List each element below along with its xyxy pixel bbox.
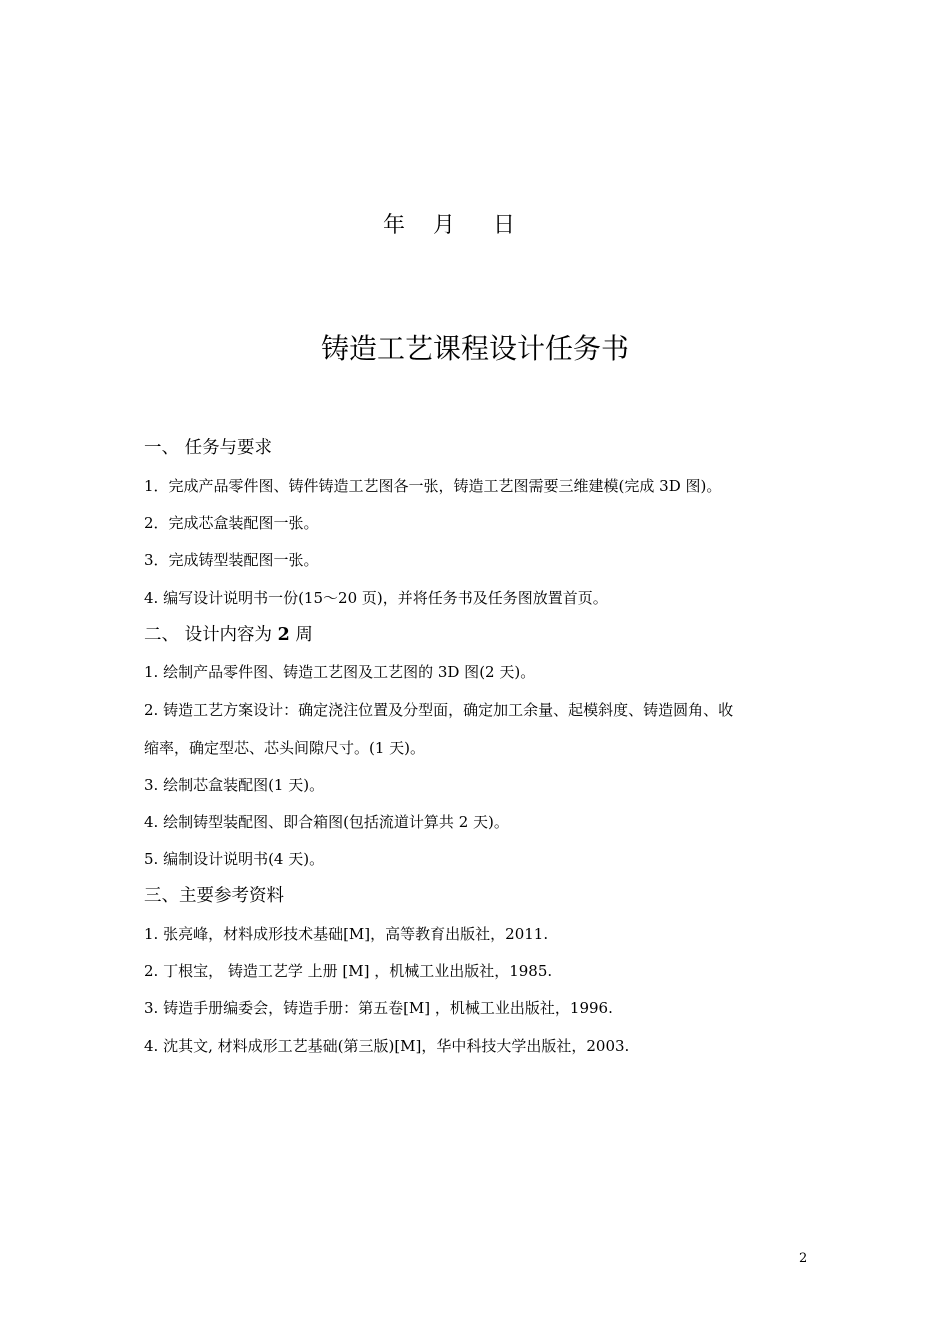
section2-heading-prefix: 二、 设计内容为	[144, 625, 278, 645]
date-line	[383, 208, 515, 239]
reference-item-3: 3. 铸造手册编委会，铸造手册：第五卷[M] ，机械工业出版社，1996.	[144, 999, 613, 1017]
section2-item-5: 5. 编制设计说明书(4 天)。	[144, 850, 325, 868]
date-day: 日	[493, 213, 516, 238]
date-month: 月	[433, 213, 456, 238]
section1-item-3: 3．完成铸型装配图一张。	[144, 551, 319, 569]
page-number: 2	[799, 1251, 808, 1266]
page-title: 铸造工艺课程设计任务书	[320, 332, 629, 365]
section2-item-2: 2. 铸造工艺方案设计：确定浇注位置及分型面，确定加工余量、起模斜度、铸造圆角、收	[144, 701, 734, 719]
section1-heading: 一、 任务与要求	[144, 438, 273, 458]
reference-item-2: 2. 丁根宝， 铸造工艺学 上册 [M] ，机械工业出版社，1985.	[144, 962, 553, 980]
section1-item-2: 2．完成芯盒装配图一张。	[144, 514, 319, 532]
reference-item-1: 1. 张亮峰，材料成形技术基础[M]，高等教育出版社，2011.	[144, 925, 549, 943]
section2-heading	[144, 621, 313, 646]
section2-item-2-cont: 缩率，确定型芯、芯头间隙尺寸。(1 天)。	[144, 739, 426, 757]
section2-item-4: 4. 绘制铸型装配图、即合箱图(包括流道计算共 2 天)。	[144, 813, 509, 831]
section1-item-4: 4. 编写设计说明书一份(15～20 页)，并将任务书及任务图放置首页。	[144, 589, 608, 607]
section3-heading: 三、主要参考资料	[144, 886, 284, 906]
section2-heading-suffix: 周	[289, 625, 313, 645]
section2-item-1: 1. 绘制产品零件图、铸造工艺图及工艺图的 3D 图(2 天)。	[144, 663, 536, 681]
date-year: 年	[383, 213, 406, 238]
reference-item-4: 4. 沈其文, 材料成形工艺基础(第三版)[M]，华中科技大学出版社，2003.	[144, 1037, 630, 1055]
section1-item-1: 1．完成产品零件图、铸件铸造工艺图各一张，铸造工艺图需要三维建模(完成 3D 图)。	[144, 477, 722, 495]
section2-item-3: 3. 绘制芯盒装配图(1 天)。	[144, 776, 325, 794]
section2-heading-weeks: 2	[277, 625, 290, 645]
